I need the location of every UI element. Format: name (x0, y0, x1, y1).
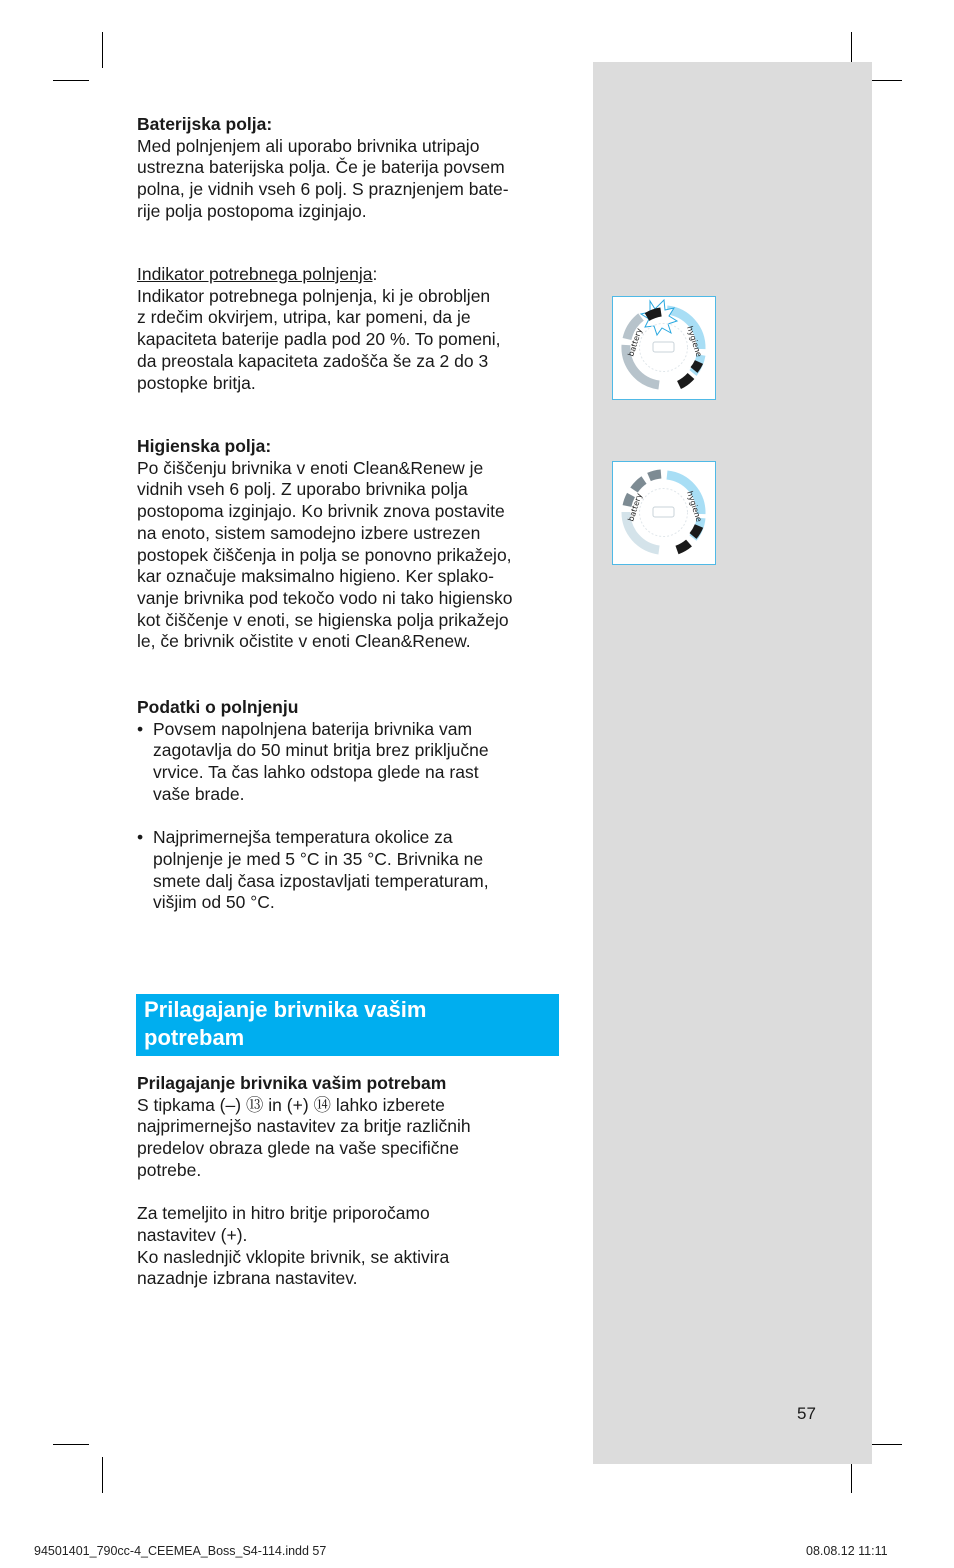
display-figure-hygiene (612, 461, 716, 565)
text-line: Med polnjenjem ali uporabo brivnika utripajo (137, 135, 480, 156)
text-line: potrebe. (137, 1159, 202, 1180)
text-line: Povsem napolnjena baterija brivnika vam (153, 718, 473, 739)
section-heading: Podatki o polnjenju (137, 697, 299, 717)
crop-mark (102, 32, 103, 68)
text-line: polna, je vidnih vseh 6 polj. S praznjenjem bate- (137, 179, 509, 200)
hygiene-label: hygiene (685, 324, 704, 359)
text-line: kot čiščenje v enoti, se higienska polja prikažejo (137, 609, 509, 630)
bullet-icon: • (137, 827, 144, 848)
battery-label: battery (626, 492, 644, 523)
page-number: 57 (797, 1404, 816, 1423)
text-line: vaše brade. (153, 783, 245, 804)
text-line: nastavitev (+). (137, 1224, 248, 1245)
text-line: višjim od 50 °C. (153, 892, 275, 913)
bullet-icon: • (137, 718, 144, 739)
section-heading: Prilagajanje brivnika vašim potrebam (137, 1073, 447, 1093)
text-line: vrvice. Ta čas lahko odstopa glede na rast (153, 762, 479, 783)
heading-text: Indikator potrebnega polnjenja (137, 264, 373, 284)
text-line: postopke britja. (137, 372, 256, 393)
text-line: Za temeljito in hitro britje priporočamo (137, 1203, 430, 1224)
banner-title-line: Prilagajanje brivnika vašim (144, 997, 427, 1022)
display-ring-icon (613, 462, 714, 563)
section-banner (136, 994, 559, 1056)
text-line: Indikator potrebnega polnjenja, ki je obrobljen (137, 285, 491, 306)
text-line: ustrezna baterijska polja. Če je baterija povsem (137, 157, 505, 178)
text-line: najprimernejšo nastavitev za britje različnih (137, 1116, 471, 1137)
heading-colon: : (372, 264, 378, 284)
text-line: nazadnje izbrana nastavitev. (137, 1268, 358, 1289)
section-heading: Baterijska polja: (137, 114, 273, 134)
text-line: kapaciteta baterije padla pod 20 %. To pomeni, (137, 329, 501, 350)
text-line: postopek čiščenja in polja se ponovno prikažejo, (137, 544, 512, 565)
list-item (137, 719, 557, 806)
hygiene-fields-section (137, 436, 557, 653)
text-line: Ko naslednjič vklopite brivnik, se aktivira (137, 1246, 450, 1267)
text-line: postopoma izginjajo. Ko brivnik znova postavite (137, 501, 505, 522)
adjust-section (137, 1073, 557, 1290)
text-line: Najprimernejša temperatura okolice za (153, 827, 453, 848)
charging-info-section (137, 697, 557, 914)
footer-date-time: 08.08.12 11:11 (806, 1544, 888, 1558)
banner-title-line: potrebam (144, 1025, 245, 1050)
text-line: S tipkama (–) ⑬ in (+) ⑭ lahko izberete (137, 1094, 445, 1115)
text-line: zagotavlja do 50 minut britja brez priključne (153, 740, 489, 761)
text-line: vidnih vseh 6 polj. Z uporabo brivnika polja (137, 479, 468, 500)
section-heading: Higienska polja: (137, 436, 272, 456)
hygiene-label: hygiene (685, 489, 704, 524)
text-line: rije polja postopoma izginjajo. (137, 200, 367, 221)
text-line: polnjenje je med 5 °C in 35 °C. Brivnika ne (153, 848, 484, 869)
text-line: na enoto, sistem samodejno izbere ustrezen (137, 522, 481, 543)
sidebar-panel (593, 62, 872, 1464)
text-line: predelov obraza glede na vaše specifične (137, 1138, 460, 1159)
display-ring-icon (613, 297, 714, 398)
list-item (137, 827, 557, 914)
text-line: Po čiščenju brivnika v enoti Clean&Renew je (137, 457, 484, 478)
crop-mark (53, 1444, 89, 1445)
text-line: vanje brivnika pod tekočo vodo ni tako higiensko (137, 587, 513, 608)
display-figure-charge-indicator (612, 296, 716, 400)
text-line: kar označuje maksimalno higieno. Ker splako- (137, 566, 494, 587)
text-line: le, če brivnik očistite v enoti Clean&Renew. (137, 631, 471, 652)
crop-mark (102, 1457, 103, 1493)
crop-mark (53, 80, 89, 81)
text-line: z rdečim okvirjem, utripa, kar pomeni, da je (137, 307, 471, 328)
battery-fields-section (137, 114, 557, 223)
footer-file-info: 94501401_790cc-4_CEEMEA_Boss_S4-114.indd 57 (34, 1544, 327, 1558)
section-heading (137, 264, 557, 286)
battery-label: battery (626, 327, 644, 358)
text-line: da preostala kapaciteta zadošča še za 2 do 3 (137, 350, 489, 371)
text-line: smete dalj časa izpostavljati temperaturam, (153, 870, 489, 891)
charge-indicator-section (137, 264, 557, 394)
